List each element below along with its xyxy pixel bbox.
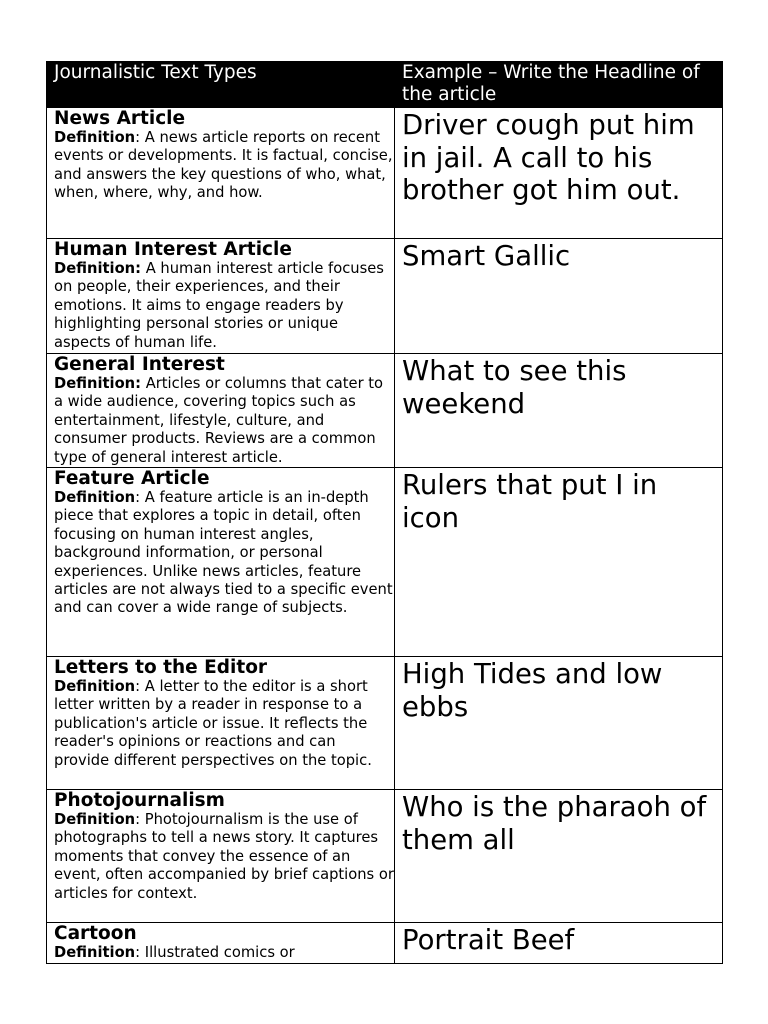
definition-body: A feature article is an in-depth piece that explores a topic in detail, often focusing on human interest angles, background information, or personal experiences. Unlike news articles, feature articles are not always tied to a specific event and can cover a wide range of subjects. — [54, 489, 393, 617]
definition-label: Definition: — [54, 375, 142, 392]
table-header-row — [47, 62, 723, 108]
type-cell — [47, 468, 395, 657]
definition-text — [54, 375, 394, 467]
definition-body: Photojournalism is the use of photographs to tell a news story. It captures moments that convey the essence of an event, often accompanied by brief captions or articles for context. — [54, 811, 394, 902]
definition-label: Definition — [54, 678, 136, 696]
headline-cell — [395, 239, 723, 354]
type-cell — [47, 239, 395, 354]
definition-separator: : — [135, 811, 145, 829]
table-row — [47, 468, 723, 657]
definition-body: A news article reports on recent events or developments. It is factual, concise, and answers the key questions of who, what, when, where, why, and how. — [54, 129, 393, 202]
type-title: Photojournalism — [54, 790, 225, 812]
type-cell — [47, 657, 395, 790]
definition-text — [54, 129, 394, 203]
definition-text — [54, 260, 394, 352]
headline-text: What to see this weekend — [402, 355, 627, 420]
journalistic-text-types-table — [46, 61, 723, 964]
headline-cell — [395, 468, 723, 657]
table-row — [47, 923, 723, 964]
headline-text: Portrait Beef — [402, 924, 575, 957]
headline-text: Smart Gallic — [402, 240, 571, 272]
definition-text — [54, 489, 394, 618]
definition-separator: : — [135, 678, 145, 696]
type-title: Human Interest Article — [54, 239, 292, 260]
header-example-headline: Example – Write the Headline of the article — [395, 62, 723, 108]
definition-separator: : — [135, 489, 145, 507]
headline-cell — [395, 657, 723, 790]
definition-body: Articles or columns that cater to a wide audience, covering topics such as entertainment, lifestyle, culture, and consumer products. Reviews are a common type of general interest article. — [54, 375, 384, 466]
definition-label: Definition — [54, 489, 136, 507]
type-title: Letters to the Editor — [54, 657, 268, 679]
table-row — [47, 657, 723, 790]
headline-cell — [395, 923, 723, 964]
type-title: Feature Article — [54, 468, 210, 490]
definition-body: A human interest article focuses on people, their experiences, and their emotions. It aims to engage readers by highlighting personal stories or unique aspects of human life. — [54, 260, 384, 351]
headline-text: High Tides and low ebbs — [402, 658, 663, 723]
headline-cell — [395, 354, 723, 468]
headline-cell — [395, 790, 723, 923]
definition-body: Illustrated comics or — [144, 944, 295, 962]
type-cell — [47, 354, 395, 468]
definition-body: A letter to the editor is a short letter written by a reader in response to a publication's article or issue. It reflects the reader's opinions or reactions and can provide different perspectives on the topic. — [54, 678, 372, 769]
headline-cell — [395, 108, 723, 239]
type-title: Cartoon — [54, 923, 137, 945]
type-cell — [47, 108, 395, 239]
definition-text — [54, 944, 394, 962]
definition-separator: : — [135, 944, 145, 962]
headline-text: Rulers that put I in icon — [402, 469, 658, 534]
definition-label: Definition — [54, 944, 136, 962]
type-title: News Article — [54, 108, 186, 129]
type-cell — [47, 790, 395, 923]
definition-label: Definition: — [54, 260, 142, 277]
definition-text — [54, 678, 394, 770]
type-title: General Interest — [54, 354, 225, 375]
headline-text: Who is the pharaoh of them all — [402, 791, 707, 856]
table-row — [47, 239, 723, 354]
header-text-types: Journalistic Text Types — [47, 62, 395, 108]
table-row — [47, 108, 723, 239]
definition-label: Definition — [54, 811, 136, 829]
type-cell — [47, 923, 395, 964]
headline-text: Driver cough put him in jail. A call to his brother got him out. — [402, 109, 695, 206]
definition-separator: : — [135, 129, 145, 146]
table-row — [47, 354, 723, 468]
definition-label: Definition — [54, 129, 136, 146]
definition-text — [54, 811, 394, 903]
table-row — [47, 790, 723, 923]
